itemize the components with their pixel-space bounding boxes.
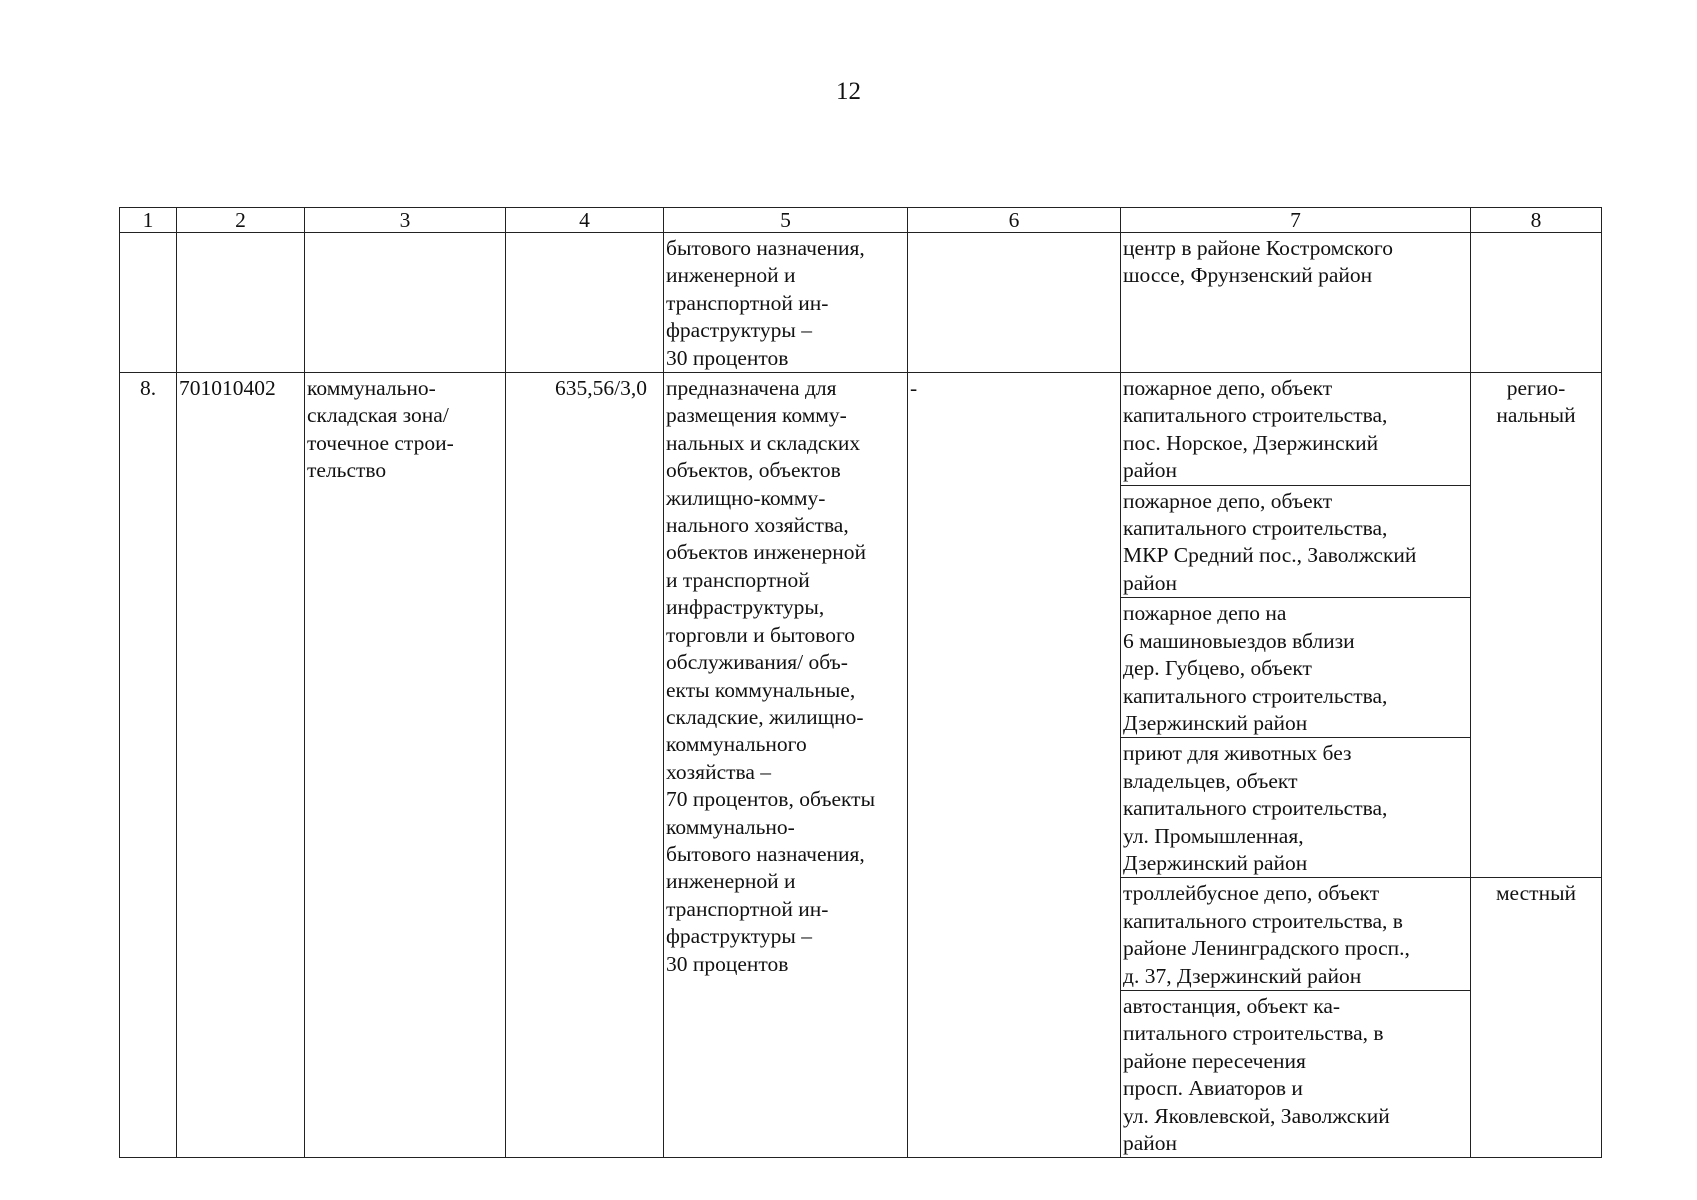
column-header-4: 4 [506, 208, 664, 233]
column-header-8: 8 [1471, 208, 1602, 233]
object-cell: троллейбусное депо, объект капитального строительства, в районе Ленинградского просп., д. 37, Дзержинский район [1121, 878, 1471, 991]
cont-cell-4 [506, 233, 664, 373]
column-header-2: 2 [177, 208, 305, 233]
column-header-5: 5 [664, 208, 908, 233]
significance-level: местный [1471, 878, 1602, 1158]
column-header-1: 1 [120, 208, 177, 233]
column-header-3: 3 [305, 208, 506, 233]
continuation-row [120, 233, 1602, 373]
cont-cell-2 [177, 233, 305, 373]
cont-cell-1 [120, 233, 177, 373]
object-cell: пожарное депо, объект капитального строительства, пос. Норское, Дзержинский район [1121, 373, 1471, 486]
page-number: 12 [836, 78, 861, 105]
column-header-6: 6 [908, 208, 1121, 233]
column-header-7: 7 [1121, 208, 1471, 233]
zone-name: коммунально- складская зона/ точечное строи- тельство [305, 373, 506, 1158]
significance-level: регио- нальный [1471, 373, 1602, 878]
object-cell: пожарное депо, объект капитального строительства, МКР Средний пос., Заволжский район [1121, 485, 1471, 598]
cont-cell-8 [1471, 233, 1602, 373]
object-cell: пожарное депо на 6 машиновыездов вблизи дер. Губцево, объект капитального строительства, Дзержинский район [1121, 598, 1471, 738]
cont-cell-6 [908, 233, 1121, 373]
cont-object-cell: центр в районе Костромского шоссе, Фрунзенский район [1121, 233, 1471, 373]
objects-table [119, 207, 1602, 1158]
object-cell: автостанция, объект ка- питального строительства, в районе пересечения просп. Авиаторов и ул. Яковлевской, Заволжский район [1121, 990, 1471, 1157]
zone-code: 701010402 [177, 373, 305, 1158]
row-number: 8. [120, 373, 177, 1158]
column-6-value: - [908, 373, 1121, 1158]
zone-purpose: предназначена для размещения комму- нальных и складских объектов, объектов жилищно-комму- нального хозяйства, объектов инженерной и транспортной инфраструктуры, торговли и бытового обслуживания/ объ- екты коммунальные, складские, жилищно- коммунального хозяйства – 70 процентов, объекты коммунально- бытового назначения, инженерной и транспортной ин- фраструктуры – 30 процентов [664, 373, 908, 1158]
cont-purpose-cell: бытового назначения, инженерной и транспортной ин- фраструктуры – 30 процентов [664, 233, 908, 373]
cont-cell-3 [305, 233, 506, 373]
table-row [120, 373, 1602, 486]
column-number-row [120, 208, 1602, 233]
zone-area: 635,56/3,0 [506, 373, 664, 1158]
object-cell: приют для животных без владельцев, объект капитального строительства, ул. Промышленная, Дзержинский район [1121, 738, 1471, 878]
